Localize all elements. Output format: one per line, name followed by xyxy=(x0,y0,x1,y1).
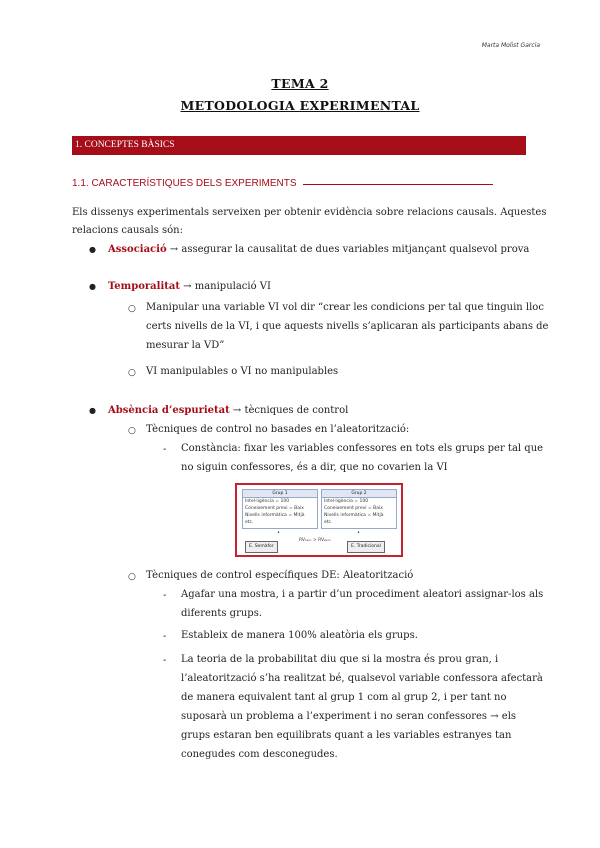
temporalitat-sub1-line2: certs nivells de la VI, i que aquests nivells s’aplicaran als participants abans de xyxy=(146,321,549,332)
dash3-line-4: suposarà un problema a l’experiment i no seran confessores → els xyxy=(181,711,517,722)
author-name: Marta Molist Garcia xyxy=(481,42,540,49)
list-item-espurietat xyxy=(108,402,348,420)
group-2-line: Nivells informàtica = Mitjà xyxy=(324,513,384,518)
temporalitat-text: → manipulació VI xyxy=(179,281,271,292)
group-2-title: Grup 2 xyxy=(322,490,396,498)
dash3-line-5: grups estaran ben equilibrats quant a les variables estranyes tan xyxy=(181,730,512,741)
figure-mid-label: RV₁ₑₘ > RV₂ₑₘ xyxy=(299,538,331,543)
dash1-line-1: Agafar una mostra, i a partir d’un procediment aleatori assignar-los als xyxy=(181,589,544,600)
dash2-text: Estableix de manera 100% aleatòria els grups. xyxy=(181,630,418,641)
dash3-line-1: La teoria de la probabilitat diu que si la mostra és prou gran, i xyxy=(181,654,499,665)
dash1-line-2: diferents grups. xyxy=(181,608,263,619)
page-subtitle: METODOLOGIA EXPERIMENTAL xyxy=(180,98,420,113)
group-1-line: Coneixement previ = Baix xyxy=(245,506,304,511)
intro-line-1: Els dissenys experimentals serveixen per obtenir evidència sobre relacions causals. Aquestes xyxy=(72,207,547,218)
group-1-box xyxy=(242,489,318,529)
heading-rule xyxy=(303,184,493,185)
section-heading: 1. CONCEPTES BÀSICS xyxy=(72,136,526,155)
group-2-line: Intel·ligència = 100 xyxy=(324,499,369,504)
list-item-associacio xyxy=(108,241,529,259)
group-1-line: etc. xyxy=(245,520,254,525)
list-item-temporalitat xyxy=(108,278,271,296)
subsection-heading-text: 1.1. CARACTERÍSTIQUES DELS EXPERIMENTS xyxy=(72,178,297,189)
temporalitat-sub1-line3: mesurar la VD” xyxy=(146,340,225,351)
temporalitat-sub2: VI manipulables o VI no manipulables xyxy=(146,366,339,377)
espurietat-sub1: Tècniques de control no basades en l’aleatorització: xyxy=(146,424,410,435)
group-1-line: Intel·ligència = 100 xyxy=(245,499,290,504)
group-2-box xyxy=(321,489,397,529)
dash-bullet-icon: - xyxy=(163,590,167,601)
circle-bullet-icon: ○ xyxy=(128,368,136,378)
connector-dot: • xyxy=(277,530,280,536)
term-temporalitat: Temporalitat xyxy=(108,281,180,292)
dash3-line-3: de manera equivalent tant al grup 1 com al grup 2, i per tant no xyxy=(181,692,507,703)
bullet-icon: ● xyxy=(89,282,96,291)
bullet-icon: ● xyxy=(89,406,96,415)
dash3-line-6: conegudes com desconegudes. xyxy=(181,749,338,760)
page-title: TEMA 2 xyxy=(271,76,329,91)
bullet-icon: ● xyxy=(89,245,96,254)
group-1-title: Grup 1 xyxy=(243,490,317,498)
term-associacio: Associació xyxy=(108,244,167,255)
temporalitat-sub1-line1: Manipular una variable VI vol dir “crear les condicions per tal que tinguin lloc xyxy=(146,302,544,313)
group-2-line: Coneixement previ = Baix xyxy=(324,506,383,511)
espurietat-text: → tècniques de control xyxy=(229,405,349,416)
constancia-line-2: no siguin confessores, és a dir, que no covarien la VI xyxy=(181,462,448,473)
term-espurietat: Absència d’espurietat xyxy=(108,405,230,416)
group-1-line: Nivells informàtica = Mitjà xyxy=(245,513,305,518)
dash-bullet-icon: - xyxy=(163,655,167,666)
group-2-line: etc. xyxy=(324,520,333,525)
dash-bullet-icon: - xyxy=(163,444,167,455)
dash-bullet-icon: - xyxy=(163,631,167,642)
intro-line-2: relacions causals són: xyxy=(72,225,183,236)
connector-dot: • xyxy=(357,530,360,536)
dash3-line-2: l’aleatorització s’ha realitzat bé, qualsevol variable confessora afectarà xyxy=(181,673,543,684)
subsection-heading xyxy=(72,178,493,189)
circle-bullet-icon: ○ xyxy=(128,572,136,582)
circle-bullet-icon: ○ xyxy=(128,304,136,314)
espurietat-sub2: Tècniques de control específiques DE: Aleatorització xyxy=(146,570,414,581)
figure-left-label: E. Semàfor xyxy=(245,541,278,553)
associacio-text: → assegurar la causalitat de dues variables mitjançant qualsevol prova xyxy=(166,244,530,255)
circle-bullet-icon: ○ xyxy=(128,426,136,436)
constancia-line-1: Constància: fixar les variables confessores en tots els grups per tal que xyxy=(181,443,544,454)
control-groups-figure xyxy=(235,483,403,557)
figure-right-label: E. Tradicional xyxy=(347,541,385,553)
